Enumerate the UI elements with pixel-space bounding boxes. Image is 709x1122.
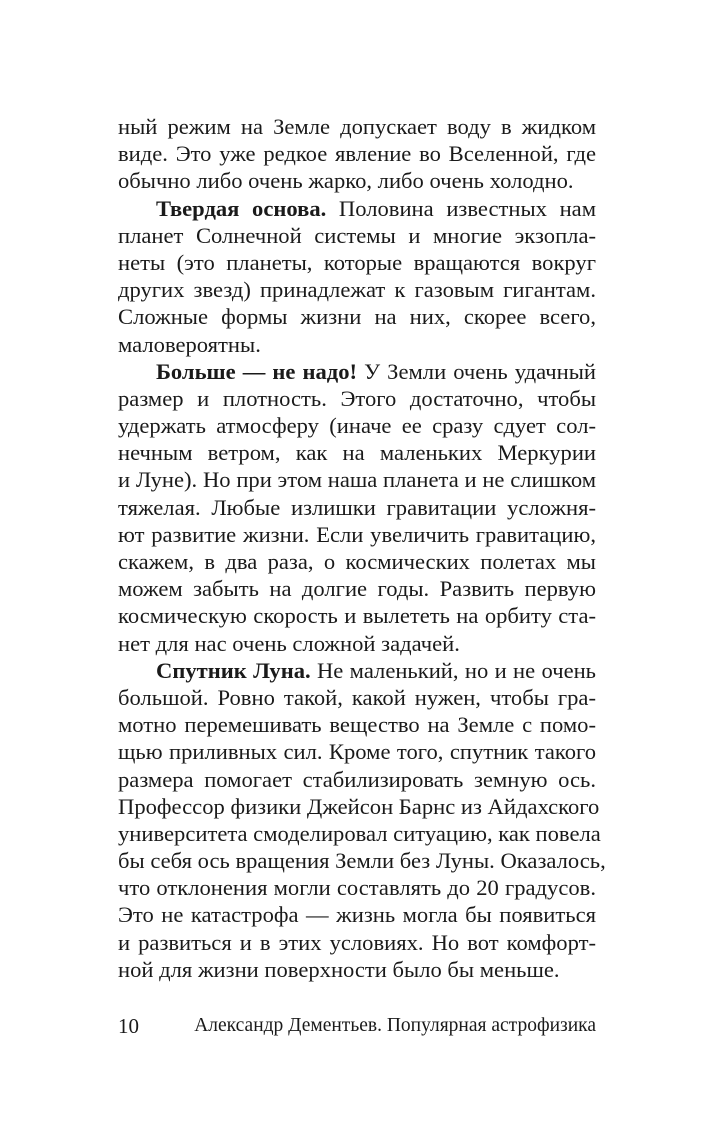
text-line: обычно либо очень жарко, либо очень холодно.: [118, 168, 574, 194]
paragraph: [118, 113, 596, 195]
page-number: 10: [118, 1014, 139, 1038]
text-line: большой. Ровно такой, какой нужен, чтобы гра-: [118, 684, 596, 710]
text-line: и Луне). Но при этом наша планета и не слишком: [118, 467, 596, 493]
text-line: виде. Это уже редкое явление во Вселенной, где: [118, 141, 596, 167]
paragraph-lead: Больше — не надо!: [156, 358, 358, 384]
text-line: можем забыть на долгие годы. Развить первую: [118, 576, 596, 602]
text-line: скажем, в два раза, о космических полетах мы: [118, 549, 596, 574]
text-line: университета смоделировал ситуацию, как повела: [118, 820, 601, 846]
text-line: размер и плотность. Этого достаточно, чтобы: [118, 385, 596, 411]
paragraph-lead: Твердая основа.: [156, 195, 327, 221]
text-line: [118, 358, 596, 385]
text-line: ют развитие жизни. Если увеличить гравитацию,: [118, 521, 596, 547]
text-line: щью приливных сил. Кроме того, спутник такого: [118, 739, 596, 765]
text-line: планет Солнечной системы и многие экзопла-: [118, 222, 596, 248]
text-line: нечным ветром, как на маленьких Меркурии: [118, 440, 596, 466]
text-line: размера помогает стабилизировать земную ось.: [118, 766, 596, 792]
text-line: других звезд) принадлежат к газовым гигантам.: [118, 277, 596, 303]
text-line: маловероятны.: [118, 331, 261, 357]
paragraph-lead: Спутник Луна.: [156, 657, 311, 683]
text-line: что отклонения могли составлять до 20 градусов.: [118, 875, 596, 901]
text-run: Не маленький, но и не очень: [310, 657, 596, 683]
text-line: Это не катастрофа — жизнь могла бы появиться: [118, 902, 596, 928]
text-line: бы себя ось вращения Земли без Луны. Оказалось,: [118, 848, 606, 874]
paragraph: [118, 358, 596, 657]
text-line: ный режим на Земле допускает воду в жидком: [118, 114, 596, 139]
body-text: [118, 113, 606, 983]
text-line: неты (это планеты, которые вращаются вокруг: [118, 249, 596, 275]
text-line: тяжелая. Любые излишки гравитации усложня-: [118, 494, 596, 520]
page-footer: [118, 1012, 596, 1040]
text-line: мотно перемешивать вещество на Земле с помо-: [118, 712, 596, 738]
text-line: Сложные формы жизни на них, скорее всего,: [118, 304, 596, 330]
text-line: удержать атмосферу (иначе ее сразу сдует сол-: [118, 413, 596, 439]
text-line: [118, 195, 596, 222]
paragraph: [118, 195, 596, 358]
text-line: и развиться и в этих условиях. Но вот комфорт-: [118, 929, 596, 955]
text-line: нет для нас очень сложной задачей.: [118, 630, 460, 656]
text-line: Профессор физики Джейсон Барнс из Айдахского: [118, 793, 600, 819]
text-run: Половина известных нам: [326, 195, 596, 221]
running-title: Александр Дементьев. Популярная астрофизика: [194, 1015, 596, 1036]
text-line: космическую скорость и вылететь на орбиту ста-: [118, 603, 596, 629]
text-line: [118, 657, 596, 684]
text-run: У Земли очень удачный: [357, 358, 596, 384]
text-line: ной для жизни поверхности было бы меньше.: [118, 956, 560, 982]
paragraph: [118, 657, 606, 983]
